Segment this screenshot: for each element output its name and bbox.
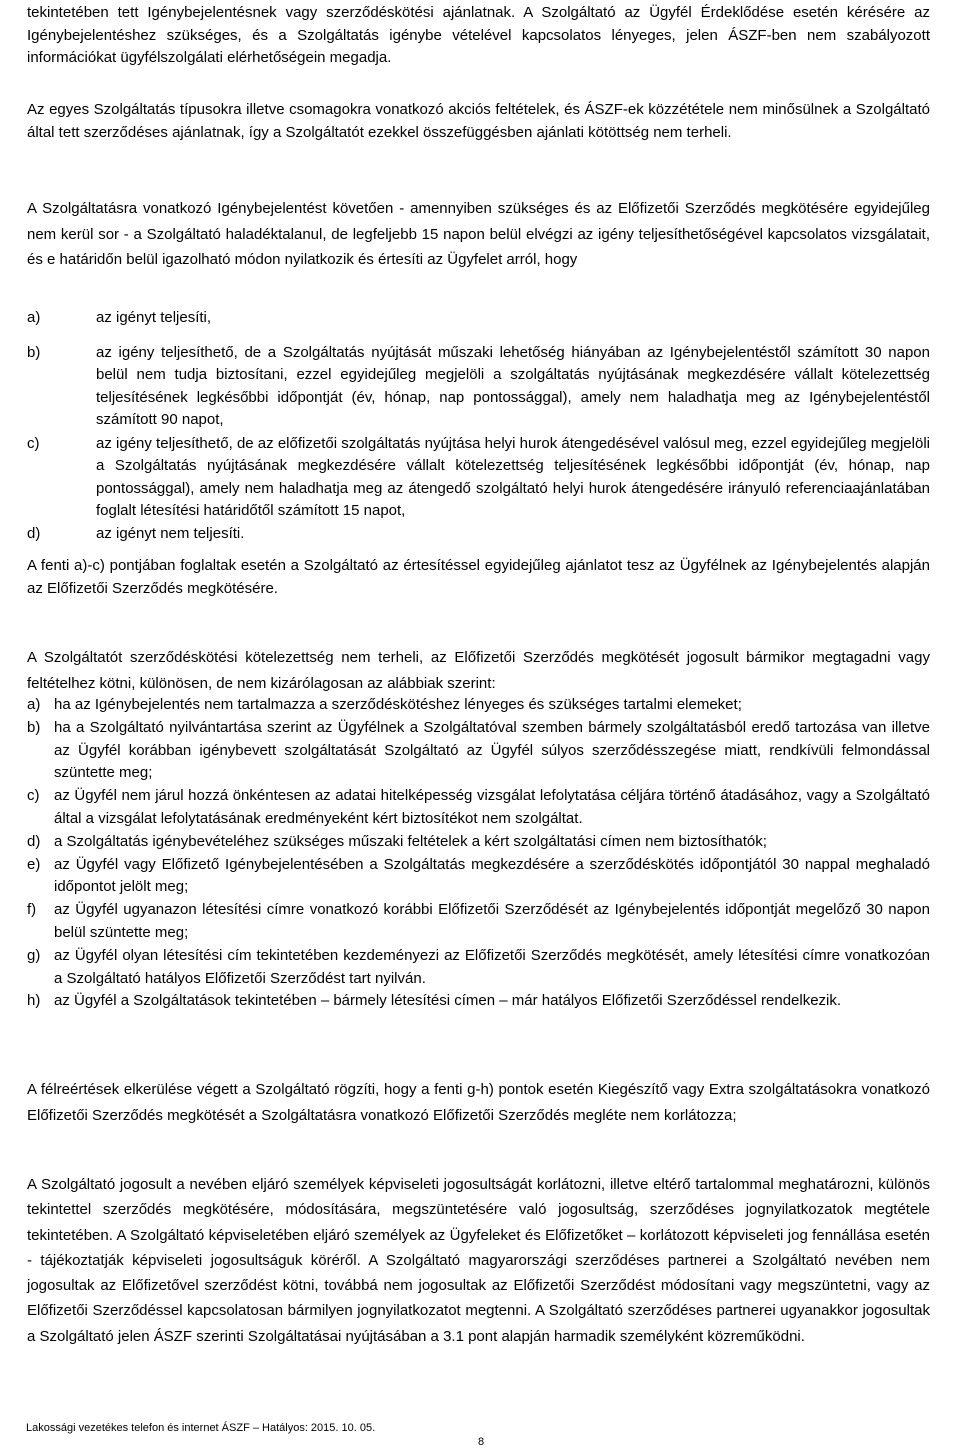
list-marker: b) [27,343,41,361]
list-item [27,342,930,432]
list-marker: c) [27,787,40,805]
list-item-text: az igény teljesíthető, de a Szolgáltatás nyújtását műszaki lehetőség hiányában az Igénybejelentéstől számított 30 napon belül nem tudja biztosítani, ezzel egyidejűleg megjelöli a szolgáltatás nyújtásának megkezdésére vállalt kötelezettség teljesítésének legkésőbbi időpontját (év, hónap, nap pontossággal), amely nem haladhatja meg az Igénybejelentéstől számított 90 napot, [96,343,930,428]
paragraph-offer-after-notice: A fenti a)-c) pontjában foglaltak esetén a Szolgáltató az értesítéssel egyidejűleg ajánlatot tesz az Ügyfélnek az Igénybejelentés alapján az Előfizetői Szerződés megkötésére. [27,557,930,597]
page-footer: Lakossági vezetékes telefon és internet ÁSZF – Hatályos: 2015. 10. 05. [26,1422,376,1434]
list-item-text: a Szolgáltatás igénybevételéhez szükséges műszaki feltételek a kért szolgáltatási címen nem biztosíthatók; [54,832,767,850]
response-options-list [27,307,930,545]
list-item [27,854,930,900]
paragraph-clarification: A félreértések elkerülése végett a Szolgáltató rögzíti, hogy a fenti g-h) pontok esetén Kiegészítő vagy Extra szolgáltatásokra vonatkozó Előfizetői Szerződés megkötését a Szolgáltatásra vonatkozó Előfizetői Szerződés megléte nem korlátozza; [27,1081,930,1124]
list-item-text: az Ügyfél vagy Előfizető Igénybejelentésében a Szolgáltatás megkezdésére a szerződéskötés időpontjától 30 nappal meghaladó időpontot jelölt meg; [54,855,930,896]
list-item [27,307,930,330]
list-marker: e) [27,855,41,873]
list-item [27,785,930,831]
refusal-reasons-list [27,694,930,1013]
list-item-text: ha az Igénybejelentés nem tartalmazza a szerződéskötéshez lényeges és szükséges tartalmi elemeket; [54,696,742,713]
list-item [27,694,930,717]
list-item [27,945,930,991]
list-marker: a) [27,696,41,713]
list-item-text: ha a Szolgáltató nyilvántartása szerint az Ügyfélnek a Szolgáltatóval szemben bármely szolgáltatásból eredő tartozása van illetve az Ügyfél korábban igénybevett szolgáltatását Szolgáltató az Ügyfél súlyos szerződésszegése miatt, rendkívüli felmondással szüntette meg; [54,718,930,782]
list-marker: b) [27,718,41,736]
list-marker: d) [27,524,41,542]
list-item [27,717,930,785]
paragraph-refusal-right: A Szolgáltatót szerződéskötési kötelezettség nem terheli, az Előfizetői Szerződés megkötését jogosult bármikor megtagadni vagy feltételhez kötni, különösen, de nem kizárólagosan az alábbiak szerint: [27,649,930,692]
list-item-text: az igényt nem teljesíti. [96,524,245,542]
list-marker: c) [27,434,40,452]
list-item [27,433,930,523]
list-item-text: az igény teljesíthető, de az előfizetői szolgáltatás nyújtása helyi hurok átengedésével valósul meg, ezzel egyidejűleg megjelöli a Szolgáltatás nyújtásának megkezdésére vállalt kötelezettség teljesítésének legkésőbbi időpontját (év, hónap, nap pontossággal), amely nem haladhatja meg az átengedő szolgáltató helyi hurok átengedésére irányuló referenciaajánlatában foglalt létesítési határidőtől számított 15 napot, [96,434,930,519]
list-marker: d) [27,832,41,850]
list-item [27,523,930,546]
list-item-text: az Ügyfél nem járul hozzá önkéntesen az adatai hitelképesség vizsgálat lefolytatása céljára történő átadásához, vagy a Szolgáltató által a vizsgálat lefolytatásának eredményeként kért biztosítékot nem szolgáltat. [54,787,930,827]
paragraph-intro-continuation: tekintetében tett Igénybejelentésnek vagy szerződéskötési ajánlatnak. A Szolgáltató az Ügyfél Érdeklődése esetén kérésére az Igénybejelentéshez szükséges, és a Szolgáltatás igénybe vételével kapcsolatos lényeges, jelen ÁSZF-ben nem szabályozott információkat ügyfélszolgálati elérhetőségein megadja. [27,4,930,66]
list-item-text: az Ügyfél a Szolgáltatások tekintetében – bármely létesítési címen – már hatályos Előfizetői Szerződéssel rendelkezik. [54,992,842,1010]
page-number: 8 [478,1436,485,1448]
list-item [27,990,930,1013]
paragraph-request-processing: A Szolgáltatásra vonatkozó Igénybejelentést követően - amennyiben szükséges és az Előfizetői Szerződés megkötésére egyidejűleg nem kerül sor - a Szolgáltató haladéktalanul, de legfeljebb 15 napon belül elvégzi az igény teljesíthetőségével kapcsolatos vizsgálatait, és e határidőn belül igazolható módon nyilatkozik és értesíti az Ügyfelet arról, hogy [27,200,930,268]
paragraph-representation: A Szolgáltató jogosult a nevében eljáró személyek képviseleti jogosultságát korlátozni, illetve eltérő tartalommal meghatározni, különös tekintettel szerződés megkötésére, módosítására, megszüntetésére való jogosultság, szerződéses jognyilatkozatok megtétele tekintetében. A Szolgáltató képviseletében eljáró személyek az Ügyfeleket és Előfizetőket – korlátozott képviseleti jog fennállása esetén - tájékoztatják képviseleti jogosultságuk köréről. A Szolgáltató magyarországi szerződéses partnerei a Szolgáltató nevében nem jogosultak az Előfizetővel szerződést kötni, továbbá nem jogosultak az Előfizetői Szerződést módosítani vagy megszüntetni, vagy az Előfizetői Szerződéssel kapcsolatosan bármilyen jognyilatkozatot megtenni. A Szolgáltató szerződéses partnerei ugyanakkor jogosultak a Szolgáltató jelen ÁSZF szerinti Szolgáltatásai nyújtásában a 3.1 pont alapján harmadik személyként közreműködni. [27,1176,930,1345]
list-item-text: az igényt teljesíti, [96,309,212,326]
list-marker: g) [27,946,41,964]
list-item [27,899,930,945]
list-item [27,831,930,854]
paragraph-promotional-terms: Az egyes Szolgáltatás típusokra illetve csomagokra vonatkozó akciós feltételek, és ÁSZF-ek közzététele nem minősülnek a Szolgáltató által tett szerződéses ajánlatnak, így a Szolgáltatót ezekkel összefüggésben ajánlati kötöttség nem terheli. [27,101,930,141]
list-marker: f) [27,901,37,919]
list-marker: h) [27,992,41,1010]
list-item-text: az Ügyfél olyan létesítési cím tekintetében kezdeményezi az Előfizetői Szerződés megkötését, amely létesítési címre vonatkozóan a Szolgáltató hatályos Előfizetői Szerződést tart nyilván. [54,946,930,987]
list-marker: a) [27,309,41,326]
list-item-text: az Ügyfél ugyanazon létesítési címre vonatkozó korábbi Előfizetői Szerződését az Igénybejelentés időpontját megelőző 30 napon belül szüntette meg; [54,901,930,941]
